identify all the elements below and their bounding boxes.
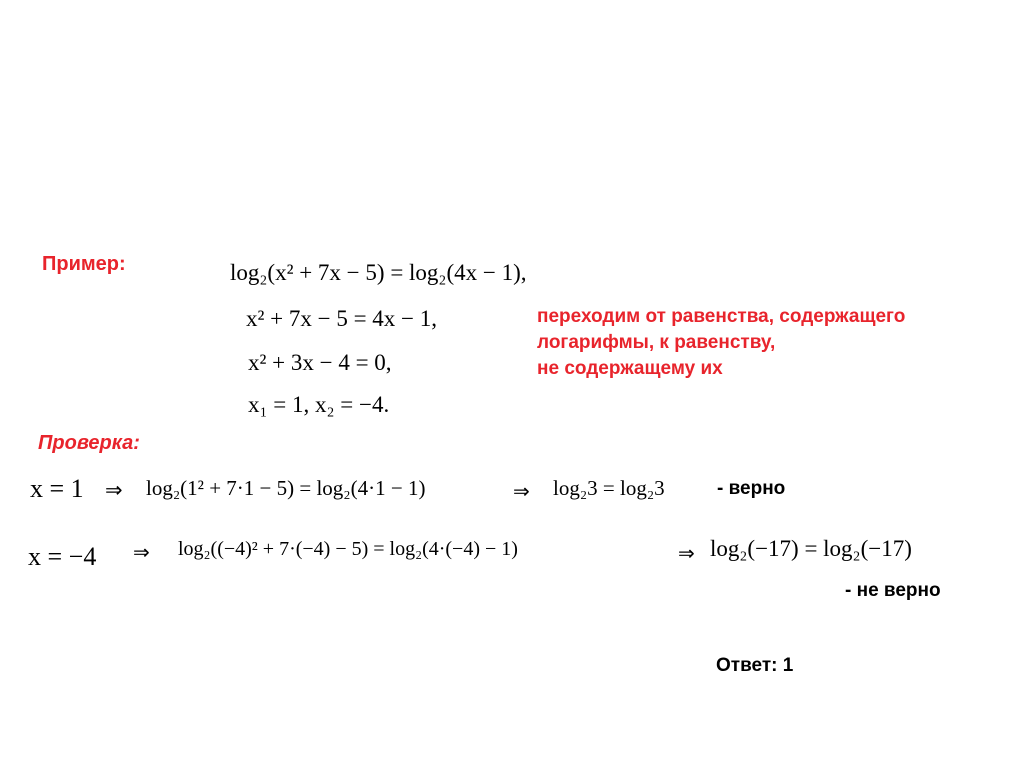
answer: Ответ: 1: [716, 655, 794, 676]
check-label: Проверка:: [38, 432, 140, 454]
implies-arrow-icon: ⇒: [678, 543, 695, 565]
check2-result: log₂(−17) = log₂(−17): [710, 536, 912, 561]
explanation-note: [537, 304, 905, 382]
check2-substitution: log₂((−4)² + 7·(−4) − 5) = log₂(4·(−4) − 1): [178, 538, 518, 560]
check1-x-value: x = 1: [30, 474, 84, 503]
equation-4: x₁ = 1, x₂ = −4.: [248, 392, 390, 417]
check2-x-value: x = −4: [28, 542, 97, 571]
explanation-line-2: логарифмы, к равенству,: [537, 332, 776, 353]
equation-2: x² + 7x − 5 = 4x − 1,: [246, 306, 438, 331]
check2-verdict: - не верно: [845, 580, 941, 601]
explanation-line-3: не содержащему их: [537, 358, 723, 379]
explanation-line-1: переходим от равенства, содержащего: [537, 306, 906, 327]
implies-arrow-icon: ⇒: [513, 481, 530, 503]
equation-3: x² + 3x − 4 = 0,: [248, 350, 392, 375]
implies-arrow-icon: ⇒: [133, 542, 150, 564]
equation-1: log₂(x² + 7x − 5) = log₂(4x − 1),: [230, 260, 527, 285]
implies-arrow-icon: ⇒: [105, 478, 123, 502]
check1-substitution: log₂(1² + 7·1 − 5) = log₂(4·1 − 1): [146, 476, 426, 500]
check1-verdict: - верно: [717, 478, 786, 499]
check1-result: log₂3 = log₂3: [553, 476, 665, 500]
example-label: Пример:: [42, 253, 126, 275]
